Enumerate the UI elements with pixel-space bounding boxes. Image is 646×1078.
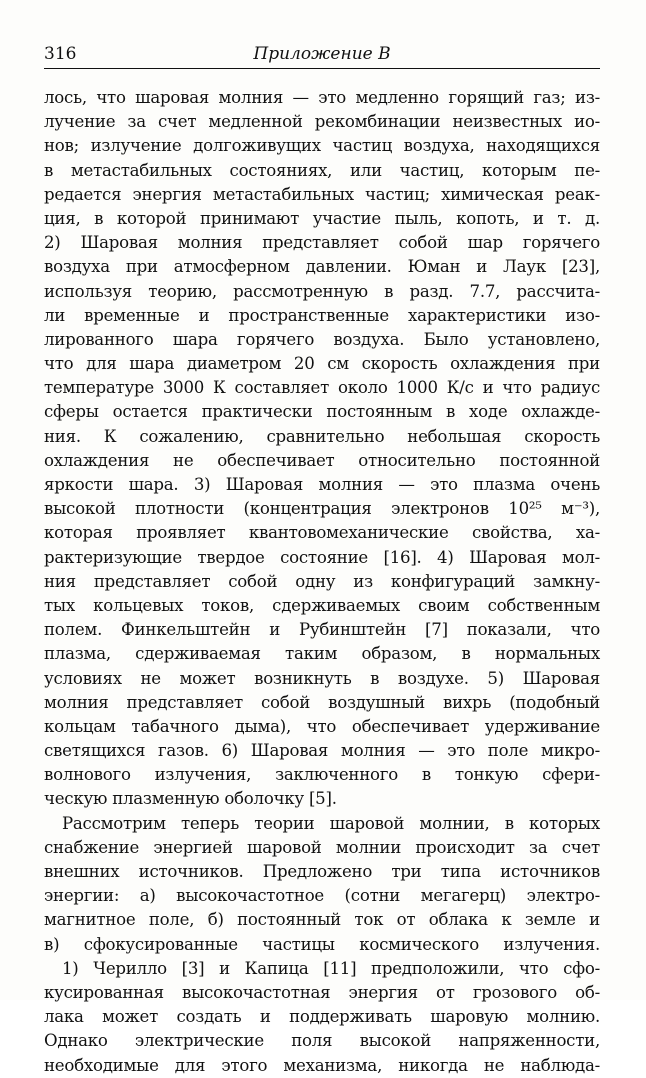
text-line: волнового излучения, заключенного в тонкую сфери-: [44, 765, 600, 785]
text-line: снабжение энергией шаровой молнии происходит за счет: [44, 837, 600, 857]
text-line: магнитное поле, б) постоянный ток от облака к земле и: [44, 910, 600, 930]
body-text: [44, 86, 600, 1078]
text-line: воздуха при атмосферном давлении. Юман и Лаук [23],: [44, 257, 600, 277]
text-line: редается энергия метастабильных частиц; химическая реак-: [44, 184, 600, 204]
text-line: охлаждения не обеспечивает относительно постоянной: [44, 450, 600, 470]
text-line: тых кольцевых токов, сдерживаемых своим собственным: [44, 595, 600, 615]
text-line: ния. К сожалению, сравнительно небольшая скорость: [44, 426, 600, 446]
text-line: Однако электрические поля высокой напряженности,: [44, 1031, 600, 1051]
text-line: полем. Финкельштейн и Рубинштейн [7] показали, что: [44, 620, 600, 640]
text-line: в) сфокусированные частицы космического излучения.: [44, 934, 600, 954]
text-line: лучение за счет медленной рекомбинации неизвестных ио-: [44, 112, 600, 132]
text-line: условиях не может возникнуть в воздухе. 5) Шаровая: [44, 668, 600, 688]
text-line: 2) Шаровая молния представляет собой шар горячего: [44, 233, 600, 253]
text-line: плазма, сдерживаемая таким образом, в нормальных: [44, 644, 600, 664]
text-line: высокой плотности (концентрация электронов 10²⁵ м⁻³),: [44, 499, 600, 519]
text-line: нов; излучение долгоживущих частиц воздуха, находящихся: [44, 136, 600, 156]
text-line: кольцам табачного дыма), что обеспечивает удерживание: [44, 716, 600, 736]
header-rule: [44, 68, 600, 69]
text-line: ли временные и пространственные характеристики изо-: [44, 305, 600, 325]
page-number: 316: [44, 44, 77, 64]
text-line: светящихся газов. 6) Шаровая молния — это поле микро-: [44, 741, 600, 761]
text-line: 1) Черилло [3] и Капица [11] предположили, что сфо-: [62, 958, 600, 978]
text-line: необходимые для этого механизма, никогда не наблюда-: [44, 1055, 600, 1075]
text-line: ния представляет собой одну из конфигураций замкну-: [44, 571, 600, 591]
page-header: [44, 40, 600, 68]
text-line: используя теорию, рассмотренную в разд. 7.7, рассчита-: [44, 281, 600, 301]
text-line: Рассмотрим теперь теории шаровой молнии, в которых: [62, 813, 600, 833]
text-line: что для шара диаметром 20 см скорость охлаждения при: [44, 354, 600, 374]
text-line: внешних источников. Предложено три типа источников: [44, 862, 600, 881]
text-line: лось, что шаровая молния — это медленно горящий газ; из-: [44, 88, 600, 107]
text-line: энергии: а) высокочастотное (сотни мегагерц) электро-: [44, 886, 600, 906]
text-line: молния представляет собой воздушный вихрь (подобный: [44, 692, 600, 712]
text-line: кусированная высокочастотная энергия от грозового об-: [44, 982, 600, 1002]
text-line: сферы остается практически постоянным в ходе охлажде-: [44, 402, 600, 422]
text-line: ция, в которой принимают участие пыль, копоть, и т. д.: [44, 208, 600, 228]
text-line: яркости шара. 3) Шаровая молния — это плазма очень: [44, 475, 600, 494]
running-head: Приложение В: [253, 44, 391, 64]
text-line: температуре 3000 К составляет около 1000 К/с и что радиус: [44, 378, 600, 398]
text-line: лака может создать и поддерживать шаровую молнию.: [44, 1007, 600, 1027]
text-line: которая проявляет квантовомеханические свойства, ха-: [44, 523, 600, 543]
text-line: в метастабильных состояниях, или частиц, которым пе-: [44, 160, 600, 180]
text-line: ческую плазменную оболочку [5].: [44, 789, 337, 809]
text-line: рактеризующие твердое состояние [16]. 4) Шаровая мол-: [44, 547, 600, 567]
text-line: лированного шара горячего воздуха. Было установлено,: [44, 329, 600, 349]
